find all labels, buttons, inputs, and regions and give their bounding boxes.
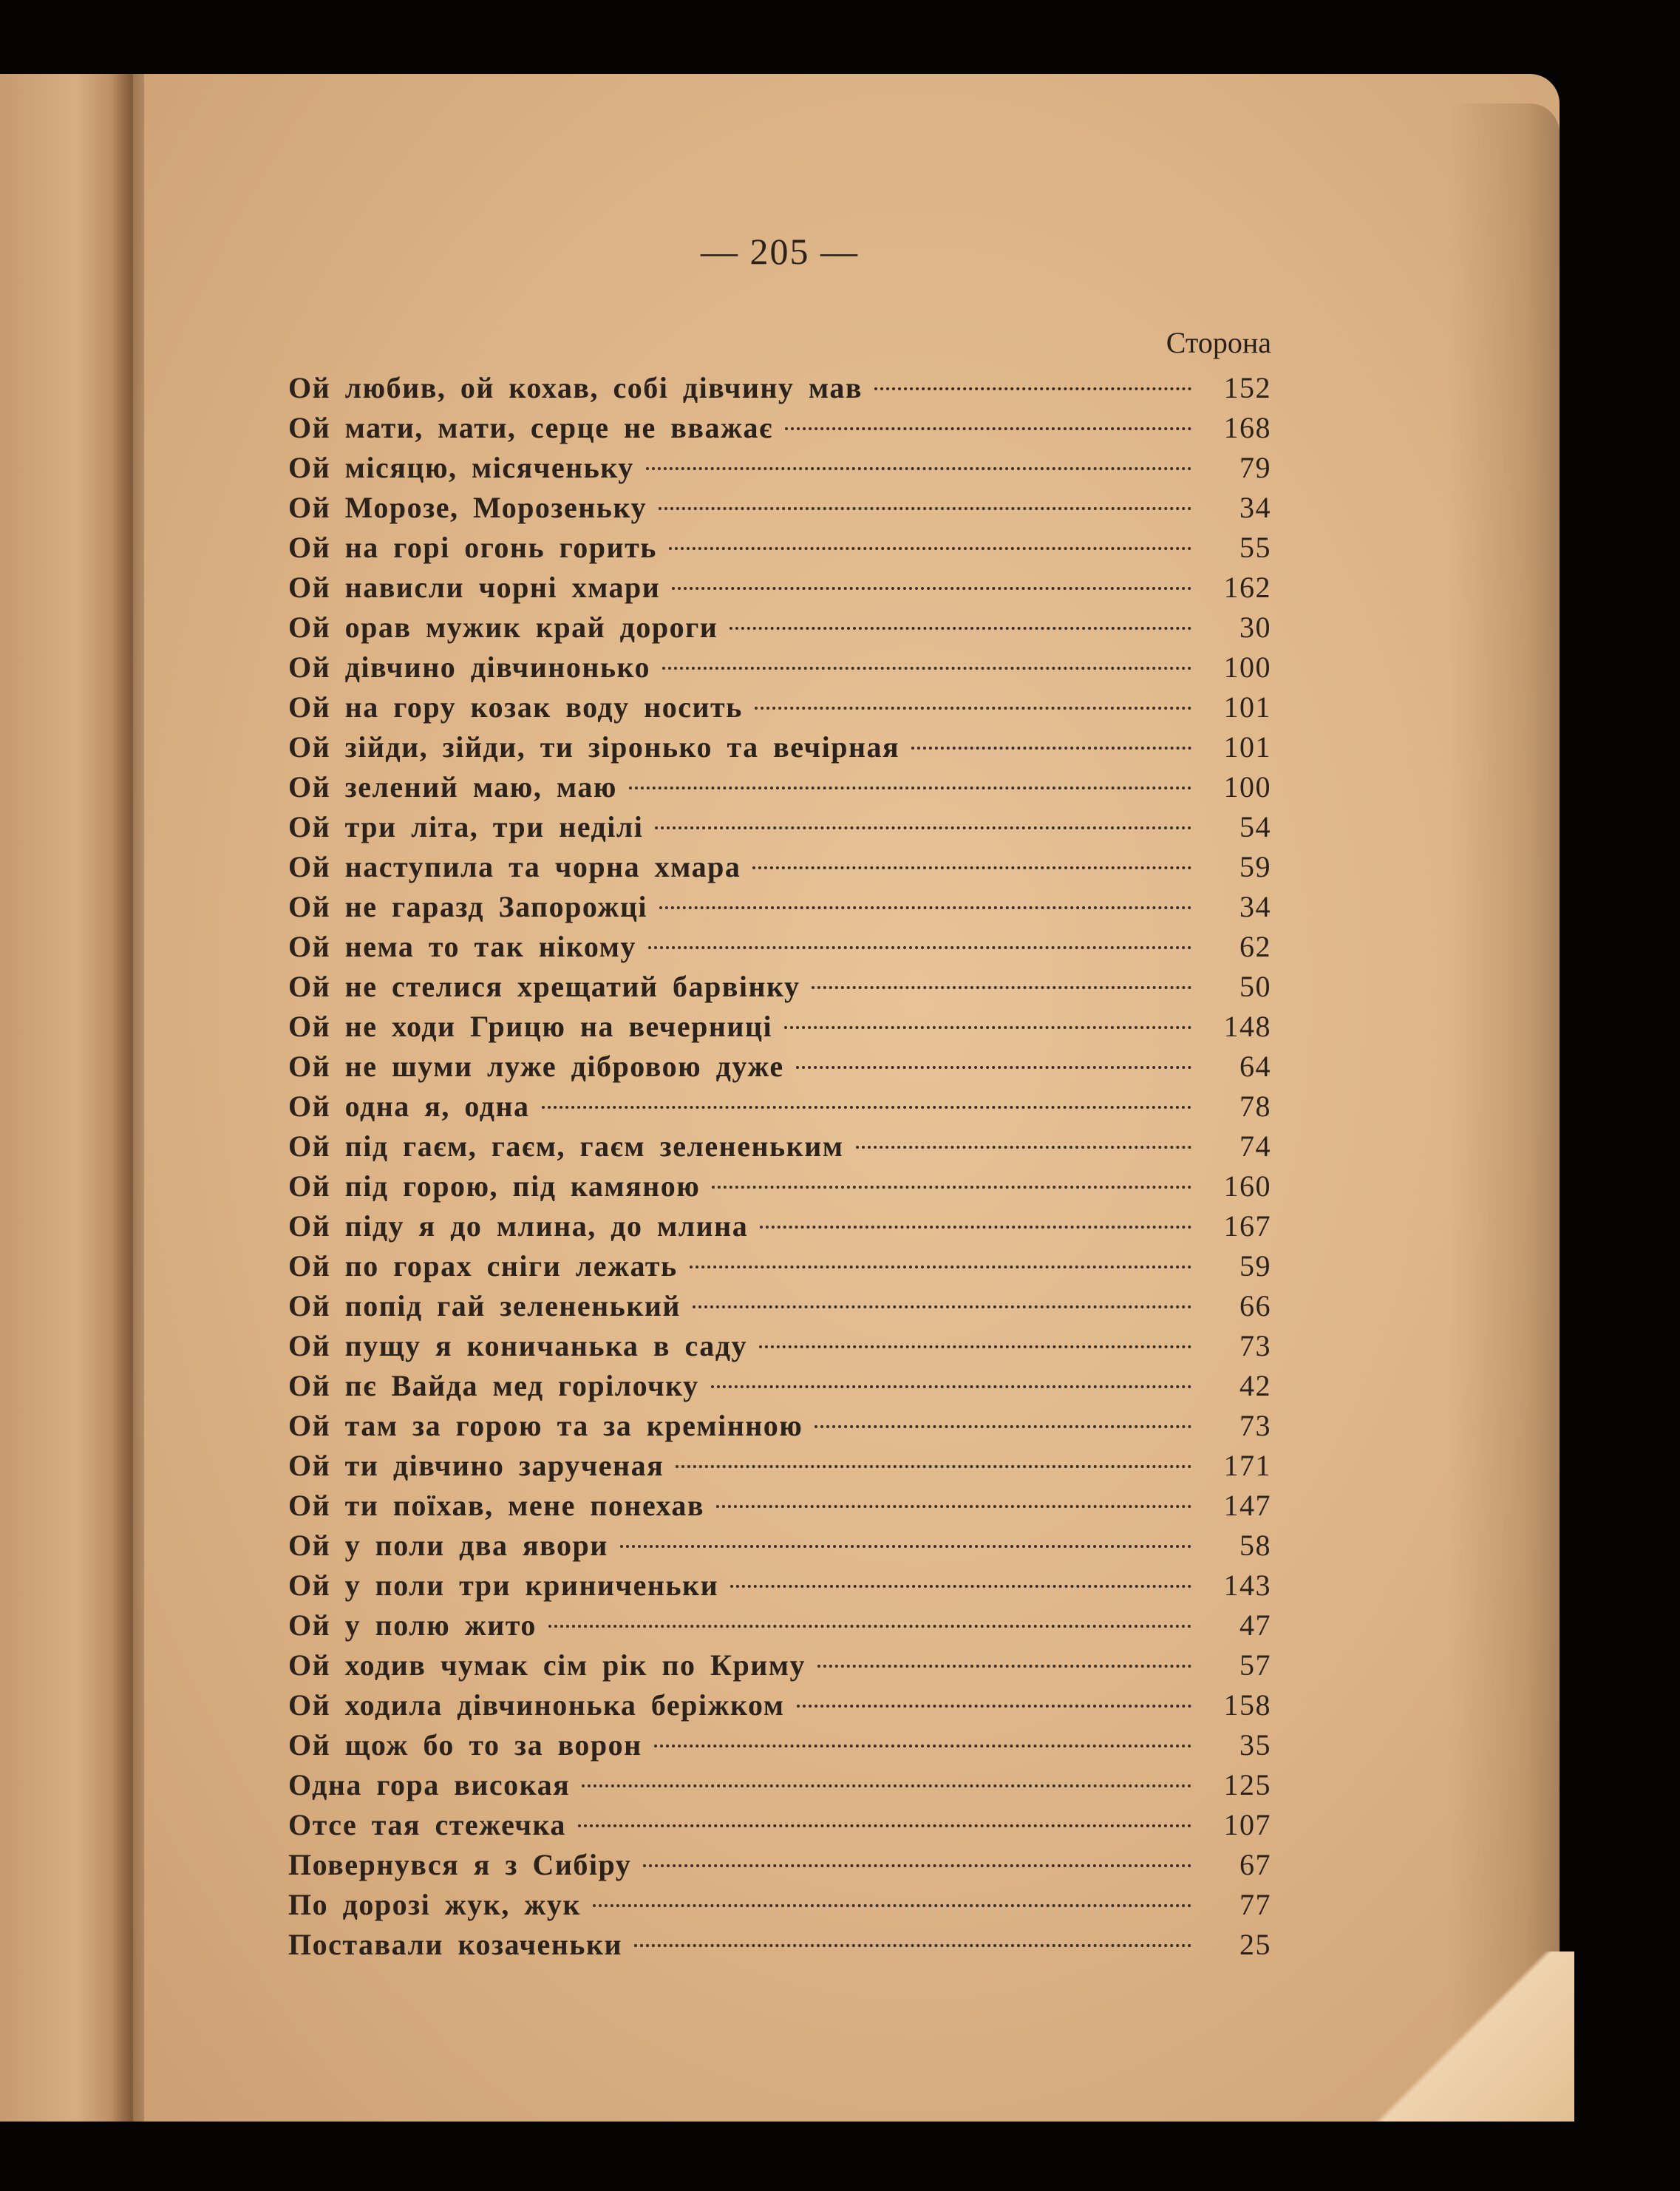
toc-dot-leader: [690, 1266, 1191, 1268]
toc-entry-title: Ой наступила та чорна хмара: [288, 850, 741, 883]
toc-entry: [288, 568, 1271, 608]
toc-entry-page: 168: [1223, 411, 1271, 444]
toc-entry-title: Ой ти дівчино зарученая: [288, 1449, 664, 1482]
toc-entry-title: Ой ходила дівчинонька беріжком: [288, 1688, 785, 1722]
toc-entry-title: Ой там за горою та за кремінною: [288, 1409, 803, 1442]
toc-entry: [288, 1326, 1271, 1366]
toc-dot-leader: [659, 906, 1191, 909]
toc-dot-leader: [648, 946, 1191, 949]
toc-dot-leader: [760, 1226, 1191, 1229]
toc-entry-page: 34: [1239, 491, 1271, 524]
toc-entry: [288, 1805, 1271, 1845]
toc-entry-title: Поставали козаченьки: [288, 1928, 623, 1961]
book-gutter: [111, 74, 144, 2122]
toc-entry-page: 62: [1239, 930, 1271, 963]
toc-entry: [288, 1885, 1271, 1925]
toc-entry-title: Ой нема то так нікому: [288, 930, 636, 963]
toc-entry-title: Ой на горі огонь горить: [288, 531, 657, 564]
toc-dot-leader: [712, 1186, 1191, 1189]
toc-entry-page: 147: [1223, 1489, 1271, 1522]
toc-entry: [288, 1166, 1271, 1206]
toc-entry-page: 152: [1223, 371, 1271, 404]
toc-dot-leader: [548, 1625, 1191, 1628]
toc-list: [288, 368, 1271, 1965]
toc-dot-leader: [817, 1665, 1191, 1668]
toc-entry-title: Ой попід гай зелененький: [288, 1289, 681, 1322]
toc-entry-page: 107: [1223, 1808, 1271, 1841]
toc-dot-leader: [755, 707, 1191, 710]
toc-entry-page: 125: [1223, 1768, 1271, 1801]
toc-entry-title: Ой щож бо то за ворон: [288, 1728, 642, 1762]
toc-dot-leader: [693, 1305, 1191, 1308]
toc-entry-title: Ой у поли два явори: [288, 1529, 608, 1562]
toc-dot-leader: [672, 587, 1191, 590]
toc-entry: [288, 1765, 1271, 1805]
toc-dot-leader: [796, 1066, 1191, 1069]
toc-entry-title: Ой любив, ой кохав, собі дівчину мав: [288, 371, 863, 404]
toc-entry-title: Ой ти поїхав, мене понехав: [288, 1489, 705, 1522]
toc-entry-page: 58: [1239, 1529, 1271, 1562]
toc-entry-page: 57: [1239, 1648, 1271, 1682]
toc-dot-leader: [676, 1465, 1191, 1468]
toc-entry-title: Ой пущу я коничанька в саду: [288, 1329, 748, 1362]
toc-dot-leader: [620, 1545, 1191, 1548]
toc-entry-page: 35: [1239, 1728, 1271, 1762]
toc-entry-page: 158: [1223, 1688, 1271, 1722]
toc-entry: [288, 1486, 1271, 1526]
toc-entry: [288, 1127, 1271, 1166]
toc-entry-page: 167: [1223, 1209, 1271, 1243]
toc-entry-page: 47: [1239, 1609, 1271, 1642]
toc-entry-title: Отсе тая стежечка: [288, 1808, 566, 1841]
toc-entry: [288, 1286, 1271, 1326]
toc-entry-page: 101: [1223, 730, 1271, 764]
toc-dot-leader: [629, 787, 1191, 789]
toc-entry-page: 55: [1239, 531, 1271, 564]
toc-entry-title: Ой не ходи Грицю на вечерниці: [288, 1010, 773, 1043]
toc-entry: [288, 1246, 1271, 1286]
toc-dot-leader: [655, 826, 1191, 829]
toc-entry-title: Ой місяцю, місяченьку: [288, 451, 634, 484]
toc-entry-title: Ой зійди, зійди, ти зіронько та вечірная: [288, 730, 900, 764]
toc-dot-leader: [593, 1904, 1191, 1907]
toc-entry: [288, 807, 1271, 847]
toc-entry-page: 30: [1239, 611, 1271, 644]
toc-entry-title: Ой ходив чумак сім рік по Криму: [288, 1648, 806, 1682]
toc-dot-leader: [730, 627, 1191, 630]
toc-entry: [288, 1645, 1271, 1685]
toc-dot-leader: [643, 1864, 1191, 1867]
page-edge-shadow: [1449, 103, 1560, 2099]
toc-entry-page: 66: [1239, 1289, 1271, 1322]
toc-entry-page: 143: [1223, 1569, 1271, 1602]
toc-entry-title: Ой не гаразд Запорожці: [288, 890, 648, 923]
toc-entry: [288, 927, 1271, 967]
toc-entry-page: 171: [1223, 1449, 1271, 1482]
toc-entry: [288, 368, 1271, 408]
toc-entry-page: 100: [1223, 650, 1271, 684]
toc-entry: [288, 1606, 1271, 1645]
toc-entry: [288, 1406, 1271, 1446]
toc-dot-leader: [542, 1106, 1191, 1109]
toc-entry-page: 54: [1239, 810, 1271, 843]
toc-entry: [288, 1526, 1271, 1566]
toc-entry: [288, 488, 1271, 528]
toc-entry: [288, 1366, 1271, 1406]
toc-entry: [288, 1725, 1271, 1765]
toc-entry-page: 50: [1239, 970, 1271, 1003]
toc-entry: [288, 608, 1271, 648]
toc-entry-page: 42: [1239, 1369, 1271, 1402]
toc-entry-page: 79: [1239, 451, 1271, 484]
toc-entry: [288, 967, 1271, 1007]
toc-entry-title: Ой дівчино дівчинонько: [288, 650, 651, 684]
toc-entry-title: Ой Морозе, Морозеньку: [288, 491, 647, 524]
toc-entry: [288, 767, 1271, 807]
toc-entry-page: 78: [1239, 1090, 1271, 1123]
toc-entry-title: Ой у поли три криниченьки: [288, 1569, 719, 1602]
toc-dot-leader: [815, 1425, 1191, 1428]
toc-entry-page: 101: [1223, 690, 1271, 724]
table-of-contents: [288, 222, 1271, 1965]
toc-dot-leader: [578, 1824, 1191, 1827]
toc-entry-page: 148: [1223, 1010, 1271, 1043]
toc-entry: [288, 1446, 1271, 1486]
toc-entry-title: Ой не стелися хрещатий барвінку: [288, 970, 800, 1003]
toc-entry: [288, 727, 1271, 767]
toc-dot-leader: [659, 507, 1191, 510]
toc-entry-page: 59: [1239, 1249, 1271, 1283]
toc-entry-title: Ой зелений маю, маю: [288, 770, 617, 804]
toc-entry-title: Ой не шуми луже дібровою дуже: [288, 1050, 784, 1083]
toc-entry-title: Ой пє Вайда мед горілочку: [288, 1369, 699, 1402]
toc-dot-leader: [669, 547, 1191, 550]
toc-entry-title: Ой мати, мати, серце не вважає: [288, 411, 773, 444]
toc-entry-title: Ой на гору козак воду носить: [288, 690, 743, 724]
toc-entry: [288, 887, 1271, 927]
toc-entry-title: Ой орав мужик край дороги: [288, 611, 718, 644]
toc-entry: [288, 1685, 1271, 1725]
toc-entry: [288, 1925, 1271, 1965]
toc-entry-title: Ой по горах сніги лежать: [288, 1249, 678, 1283]
toc-entry-title: Одна гора високая: [288, 1768, 571, 1801]
toc-entry-page: 73: [1239, 1329, 1271, 1362]
toc-entry-page: 67: [1239, 1848, 1271, 1881]
toc-entry-title: По дорозі жук, жук: [288, 1888, 581, 1921]
toc-dot-leader: [911, 747, 1191, 750]
toc-entry-page: 73: [1239, 1409, 1271, 1442]
toc-entry: [288, 1047, 1271, 1087]
toc-entry: [288, 687, 1271, 727]
toc-entry-page: 74: [1239, 1130, 1271, 1163]
toc-dot-leader: [662, 667, 1191, 670]
page-number: — 205 —: [701, 231, 859, 272]
toc-entry: [288, 448, 1271, 488]
toc-dot-leader: [646, 467, 1191, 470]
toc-entry: [288, 1845, 1271, 1885]
toc-entry: [288, 408, 1271, 448]
toc-entry: [288, 648, 1271, 687]
folded-corner: [1360, 1951, 1574, 2122]
toc-dot-leader: [874, 387, 1191, 390]
toc-entry-page: 64: [1239, 1050, 1271, 1083]
toc-entry: [288, 847, 1271, 887]
toc-entry-title: Повернувся я з Сибіру: [288, 1848, 632, 1881]
page-column-header: Сторона: [1166, 326, 1271, 359]
toc-entry-page: 100: [1223, 770, 1271, 804]
toc-entry-title: Ой одна я, одна: [288, 1090, 530, 1123]
toc-entry-page: 160: [1223, 1169, 1271, 1203]
toc-dot-leader: [856, 1146, 1191, 1149]
toc-dot-leader: [797, 1705, 1191, 1708]
toc-dot-leader: [582, 1784, 1191, 1787]
toc-dot-leader: [752, 866, 1191, 869]
toc-dot-leader: [784, 1026, 1191, 1029]
toc-entry: [288, 1007, 1271, 1047]
toc-entry-title: Ой під гаєм, гаєм, гаєм зелененьким: [288, 1130, 844, 1163]
toc-dot-leader: [711, 1385, 1191, 1388]
toc-entry-title: Ой під горою, під камяною: [288, 1169, 701, 1203]
toc-entry-page: 59: [1239, 850, 1271, 883]
toc-entry-title: Ой піду я до млина, до млина: [288, 1209, 749, 1243]
toc-entry: [288, 528, 1271, 568]
toc-entry-title: Ой у полю жито: [288, 1609, 537, 1642]
toc-entry: [288, 1087, 1271, 1127]
toc-entry-title: Ой нависли чорні хмари: [288, 571, 661, 604]
toc-dot-leader: [759, 1345, 1191, 1348]
toc-dot-leader: [716, 1505, 1191, 1508]
toc-dot-leader: [785, 427, 1191, 430]
toc-dot-leader: [730, 1585, 1191, 1588]
toc-entry-page: 162: [1223, 571, 1271, 604]
toc-entry: [288, 1566, 1271, 1606]
toc-entry-page: 25: [1239, 1928, 1271, 1961]
toc-entry-page: 34: [1239, 890, 1271, 923]
toc-entry-page: 77: [1239, 1888, 1271, 1921]
toc-dot-leader: [654, 1745, 1191, 1747]
toc-dot-leader: [634, 1944, 1191, 1947]
toc-dot-leader: [812, 986, 1191, 989]
toc-entry: [288, 1206, 1271, 1246]
toc-entry-title: Ой три літа, три неділі: [288, 810, 644, 843]
